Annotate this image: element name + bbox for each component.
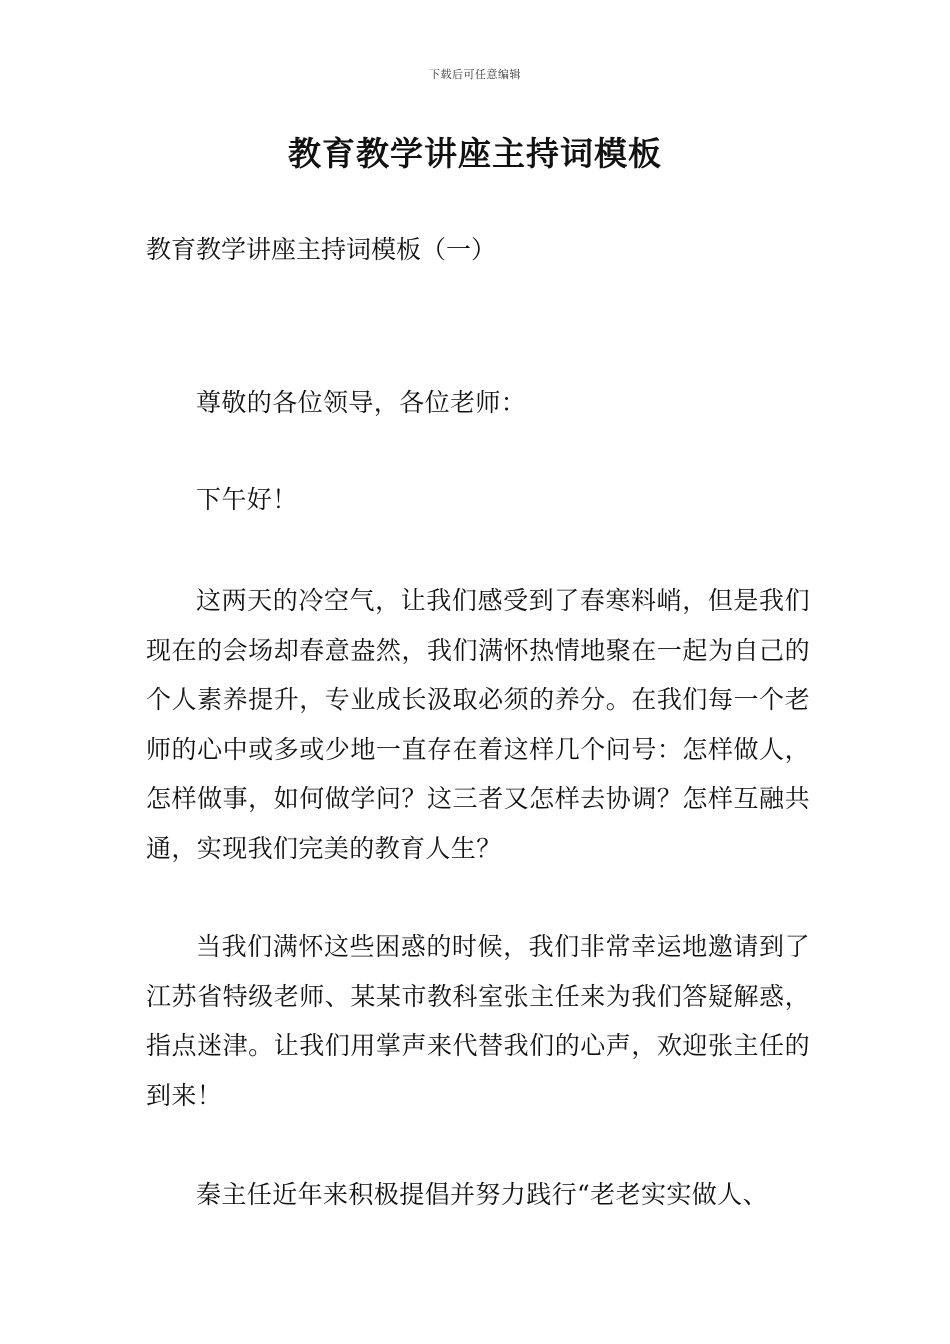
body-paragraph-1: 这两天的冷空气，让我们感受到了春寒料峭，但是我们现在的会场却春意盎然，我们满怀热情地聚在一起为自己的个人素养提升，专业成长汲取必须的养分。在我们每一个老师的心中或多或少地一直存在着这样几个问号：怎样做人，怎样做事，如何做学问？这三者又怎样去协调？怎样互融共通，实现我们完美的教育人生？	[146, 586, 810, 863]
body-paragraph-3: 秦主任近年来积极提倡并努力践行“老老实实做人、	[196, 1180, 768, 1209]
header-note: 下载后可任意编辑	[429, 68, 521, 81]
body-paragraph-2: 当我们满怀这些困惑的时候，我们非常幸运地邀请到了江苏省特级老师、某某市教科室张主任来为我们答疑解惑，指点迷津。让我们用掌声来代替我们的心声，欢迎张主任的到来！	[146, 932, 810, 1110]
document-title: 教育教学讲座主持词模板	[288, 134, 662, 173]
document-subtitle: 教育教学讲座主持词模板（一）	[146, 235, 497, 264]
salutation-paragraph: 下午好！	[196, 485, 298, 514]
greeting-paragraph: 尊敬的各位领导，各位老师：	[196, 388, 527, 417]
